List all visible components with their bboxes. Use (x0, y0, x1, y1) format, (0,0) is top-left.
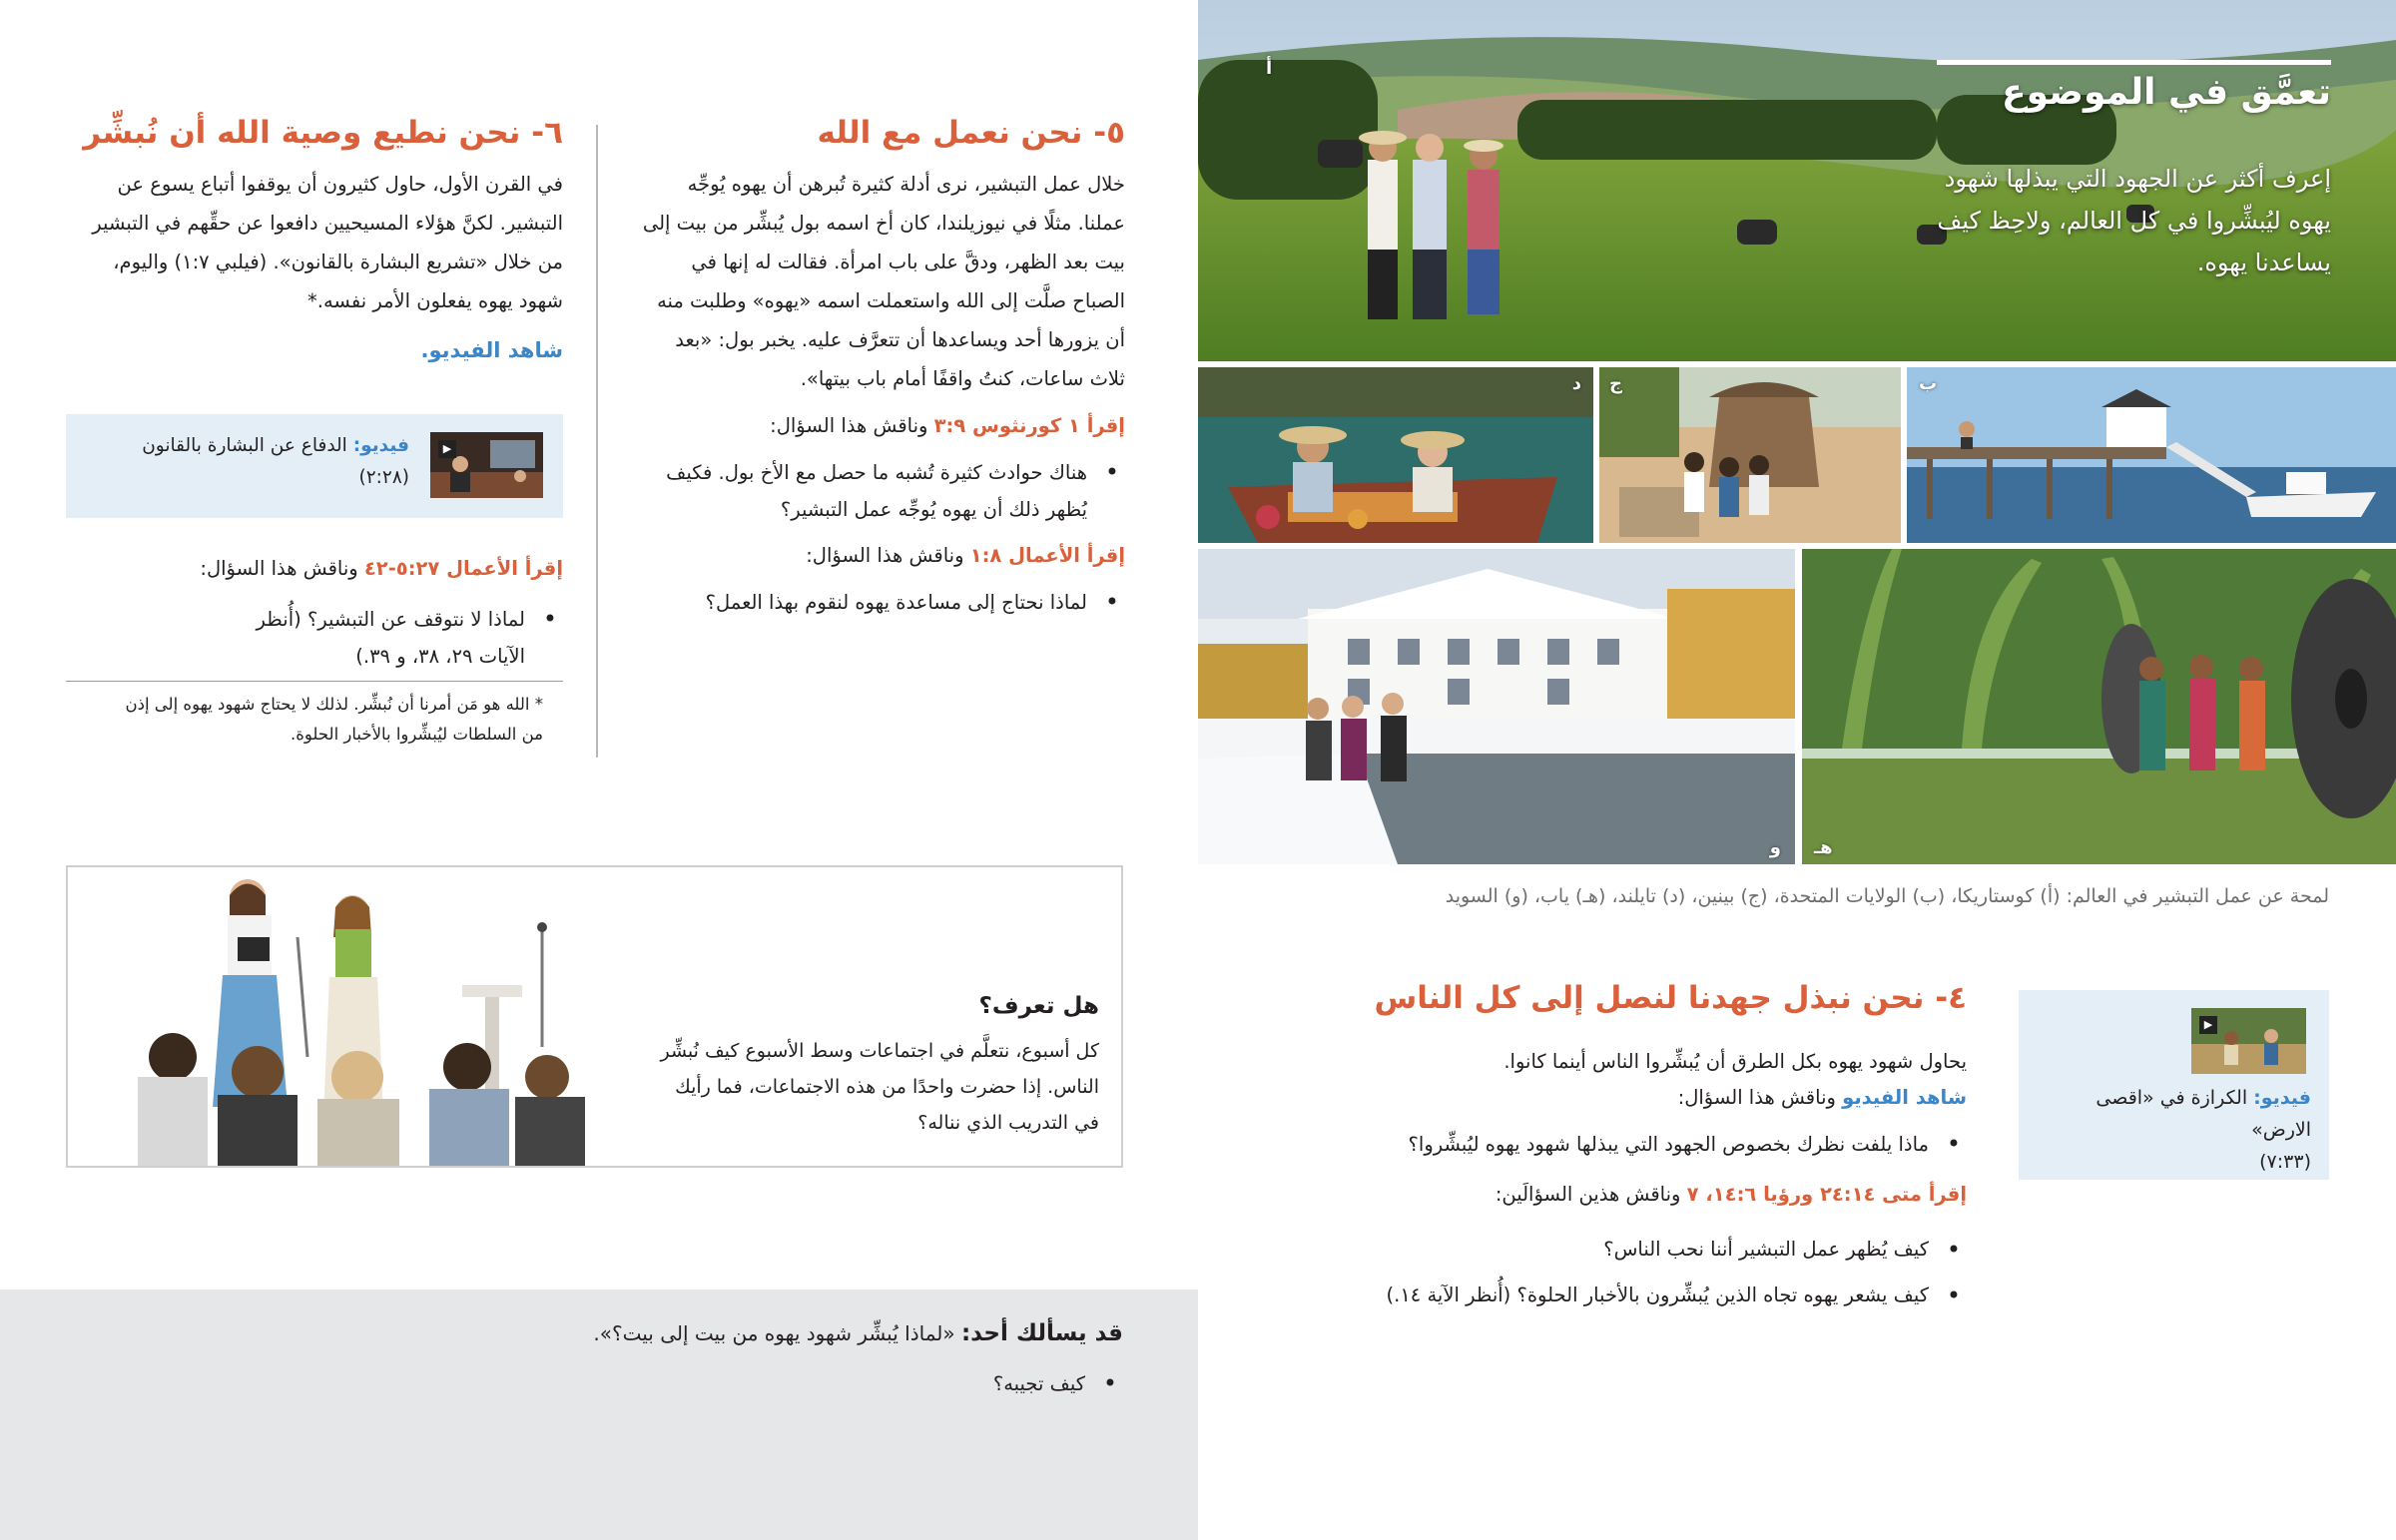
photo-sweden (1198, 549, 1795, 864)
did-you-know-content (660, 993, 1099, 1141)
section6-video-thumbnail[interactable] (430, 432, 543, 498)
section5-body: خلال عمل التبشير، نرى أدلة كثيرة تُبرهن أن يهوه يُوجِّه عملنا. مثلًا في نيوزيلندا، كان أخ اسمه بول يُبشِّر من بيت إلى بيت بعد الظهر، ودقَّ على باب امرأة. فقالت له إنها في الصباح صلَّت إلى الله واستعملت اسمه «يهوه» وطلبت منه أن يزورها أحد ويساعدها أن تتعرَّف عليه. يخبر بول: «بعد ثلاث ساعات، كنتُ واقفًا أمام باب بيتها». (642, 173, 1125, 390)
section5-questions-2 (639, 584, 1125, 621)
meeting-illustration (68, 867, 627, 1166)
photo-usa-scene (1907, 367, 2396, 543)
scripture-reference[interactable]: إقرأ الأعمال ٥:٢٧-٤٢ (363, 557, 563, 580)
did-you-know-box (66, 865, 1123, 1168)
list-item: • كيف يُظهر عمل التبشير أننا نحب الناس؟ (1298, 1227, 1967, 1273)
section6-video-text[interactable] (90, 430, 409, 494)
section5-read-1 (639, 408, 1125, 444)
section4-questions-1 (1298, 1126, 1967, 1163)
column-divider (596, 125, 598, 758)
section4-read (1298, 1177, 1967, 1213)
photo-thailand-scene (1198, 367, 1593, 543)
someone-asks-list (125, 1365, 1123, 1402)
section6-read (66, 551, 563, 587)
read-instruction: وناقش هذا السؤال: (806, 544, 970, 567)
photo-thailand (1198, 367, 1593, 543)
footnote: * الله هو مَن أمرنا أن نُبشِّر. لذلك لا يحتاج شهود يهوه إلى إذن من السلطات ليُبشِّروا بالأخبار الحلوة. (125, 695, 543, 744)
deeper-title: تعمَّق في الموضوع (2002, 72, 2331, 113)
photo-letter-c: ج (1609, 373, 1622, 394)
someone-asks-content (125, 1313, 1123, 1402)
someone-asks-question: «لماذا يُبشِّر شهود يهوه من بيت إلى بيت؟». (593, 1321, 961, 1345)
list-item: • كيف تجيبه؟ (125, 1365, 1123, 1402)
photo-letter-b: ب (1919, 373, 1938, 394)
section4 (1298, 980, 1967, 1318)
list-item: • لماذا نحتاج إلى مساعدة يهوه لنقوم بهذا العمل؟ (639, 584, 1125, 621)
section6-body: في القرن الأول، حاول كثيرون أن يوقفوا أتباع يسوع عن التبشير. لكنَّ هؤلاء المسيحيين دافعوا عن حقِّهم في التبشير من خلال «تشريع البشارة بالقانون». (فيلبي ١:٧) واليوم، شهود يهوه يفعلون الأمر نفسه.* (92, 173, 563, 312)
photo-letter-e: هـ (1814, 837, 1833, 858)
section5-questions-1 (639, 454, 1125, 528)
deeper-text: إعرف أكثر عن الجهود التي يبذلها شهود يهوه ليُبشِّروا في كل العالم، ولاحِظ كيف يساعدنا يهوه. (1937, 165, 2331, 276)
section5 (639, 115, 1125, 621)
section6-title: ٦- نحن نطيع وصية الله أن نُبشِّر (83, 115, 563, 151)
photo-benin-scene (1599, 367, 1901, 543)
section4-questions-2 (1298, 1227, 1967, 1318)
photo-sweden-scene (1198, 549, 1795, 864)
section4-body: يحاول شهود يهوه بكل الطرق أن يُبشِّروا الناس أينما كانوا. (1503, 1050, 1967, 1073)
people-group (1359, 131, 1503, 319)
read-instruction: وناقش هذين السؤالَين: (1495, 1183, 1687, 1206)
section6-video-box[interactable] (66, 414, 563, 518)
list-item: • كيف يشعر يهوه تجاه الذين يُبشِّرون بالأخبار الحلوة؟ (أُنظر الآية ١٤.) (1298, 1273, 1967, 1318)
read-instruction: وناقش هذا السؤال: (770, 414, 934, 437)
scripture-reference[interactable]: إقرأ ١ كورنثوس ٣:٩ (933, 414, 1125, 437)
footnote-divider (66, 681, 563, 682)
photo-benin (1599, 367, 1901, 543)
photo-caption: لمحة عن عمل التبشير في العالم: (أ) كوستاريكا، (ب) الولايات المتحدة، (ج) بينين، (د) تايلند، (هـ) ياب، (و) السويد (1445, 885, 2329, 907)
watch-video-link[interactable]: شاهد الفيديو. (420, 338, 563, 362)
photo-letter-f: و (1769, 837, 1781, 858)
section4-video-box[interactable] (2019, 990, 2329, 1180)
did-you-know-text: كل أسبوع، نتعلَّم في اجتماعات وسط الأسبوع كيف نُبشِّر الناس. إذا حضرت واحدًا من هذه الاجتماعات، فما رأيك في التدريب الذي نناله؟ (660, 1040, 1099, 1134)
watch-video-link[interactable]: شاهد الفيديو (1842, 1086, 1967, 1109)
list-item: • هناك حوادث كثيرة تُشبه ما حصل مع الأخ بول. فكيف يُظهر ذلك أن يهوه يُوجِّه عمل التبشير؟ (639, 454, 1125, 528)
play-icon[interactable]: ▶ (438, 440, 456, 458)
did-you-know-title: هل تعرف؟ (978, 993, 1099, 1019)
list-item: • ماذا يلفت نظرك بخصوص الجهود التي يبذلها شهود يهوه ليُبشِّروا؟ (1298, 1126, 1967, 1163)
photo-yap (1802, 549, 2396, 864)
watch-instruction: وناقش هذا السؤال: (1677, 1086, 1843, 1109)
video-label: فيديو: (352, 435, 409, 456)
photo-usa (1907, 367, 2396, 543)
section6-watch (66, 332, 563, 368)
section5-read-2 (639, 538, 1125, 574)
section4-video-thumbnail[interactable] (2191, 1008, 2306, 1074)
someone-asks-line (125, 1313, 1123, 1353)
someone-asks-label: قد يسألك أحد: (960, 1320, 1123, 1346)
section6 (66, 115, 563, 368)
video-time: (٢:٢٨) (358, 467, 409, 488)
list-item: • لماذا لا نتوقف عن التبشير؟ (أُنظر الآيات ٢٩، ٣٨، و ٣٩.) (244, 601, 563, 675)
play-icon[interactable]: ▶ (2199, 1016, 2217, 1034)
read-instruction: وناقش هذا السؤال: (200, 557, 364, 580)
someone-asks-panel (0, 1289, 1198, 1540)
scripture-reference[interactable]: إقرأ الأعمال ١:٨ (969, 544, 1125, 567)
section6-question-list (244, 601, 563, 675)
deeper-rule (1937, 60, 2331, 65)
video-title: الكرازة في «اقصى الارض» (2096, 1087, 2311, 1141)
scripture-reference[interactable]: إقرأ متى ٢٤:١٤ ورؤيا ١٤:٦، ٧ (1686, 1183, 1967, 1206)
section5-title: ٥- نحن نعمل مع الله (817, 115, 1125, 151)
photo-yap-scene (1802, 549, 2396, 864)
video-label: فيديو: (2253, 1087, 2311, 1109)
video-title: الدفاع عن البشارة بالقانون (142, 435, 353, 456)
photo-letter-d: د (1571, 373, 1581, 394)
section6-questions (66, 551, 563, 750)
video-time: (٧:٣٣) (2259, 1151, 2311, 1173)
section4-title: ٤- نحن نبذل جهدنا لنصل إلى كل الناس (1374, 980, 1967, 1016)
section4-video-text[interactable] (2052, 1082, 2311, 1178)
section4-watch (1298, 1080, 1967, 1116)
photo-letter-a: أ (1266, 58, 1273, 79)
